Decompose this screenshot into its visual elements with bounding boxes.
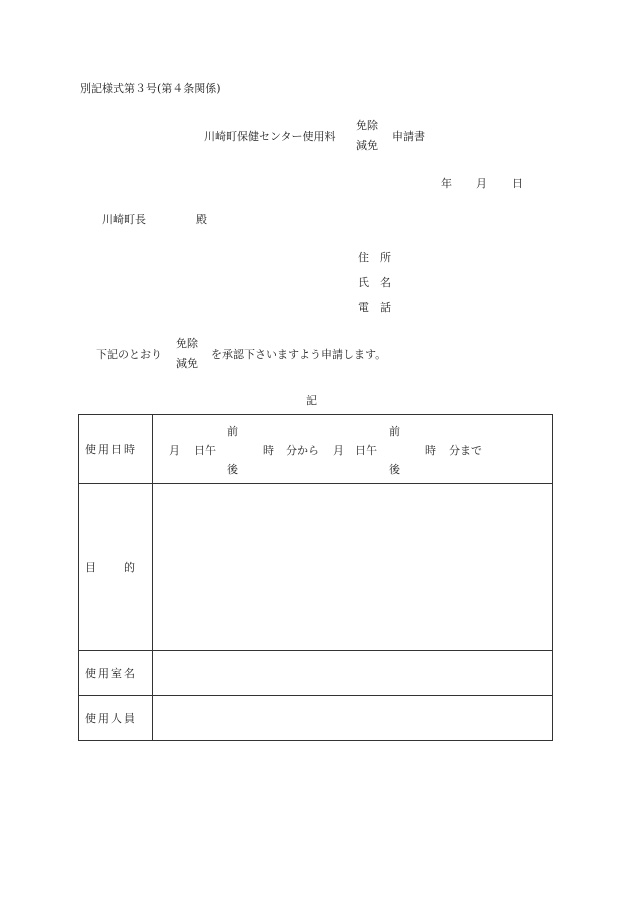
room-label: 使用室名 <box>79 651 153 696</box>
usage-datetime-label: 使用日時 <box>79 415 153 484</box>
purpose-label: 目 的 <box>79 484 153 651</box>
row-people <box>79 696 553 741</box>
end-hour: 時 <box>425 444 436 457</box>
ki-heading: 記 <box>306 394 317 407</box>
start-month: 月 <box>169 444 180 457</box>
start-pm: 後 <box>227 463 238 476</box>
row-purpose <box>79 484 553 651</box>
start-minute-from: 分から <box>286 444 319 457</box>
date-month: 月 <box>476 177 487 190</box>
title-prefix: 川崎町保健センター使用料 <box>204 130 336 143</box>
title-option-reduction: 減免 <box>356 139 378 152</box>
purpose-field[interactable] <box>153 484 553 651</box>
end-minute-to: 分まで <box>449 444 482 457</box>
people-label: 使用人員 <box>79 696 153 741</box>
end-day-am-pm: 日午 <box>355 444 377 457</box>
row-room <box>79 651 553 696</box>
applicant-name-label: 氏 名 <box>358 276 391 289</box>
usage-datetime-field[interactable] <box>153 415 553 484</box>
application-table <box>78 414 553 741</box>
date-year: 年 <box>441 177 452 190</box>
addressee-honorific: 殿 <box>196 213 207 226</box>
title-suffix: 申請書 <box>392 130 425 143</box>
people-field[interactable] <box>153 696 553 741</box>
body-suffix: を承認下さいますよう申請します。 <box>211 348 387 361</box>
body-option-exemption: 免除 <box>176 337 198 350</box>
title-option-exemption: 免除 <box>356 119 378 132</box>
body-options <box>176 334 198 374</box>
start-am: 前 <box>227 425 238 438</box>
form-number: 別記様式第３号(第４条関係) <box>80 82 221 95</box>
body-prefix: 下記のとおり <box>96 348 162 361</box>
row-usage-datetime <box>79 415 553 484</box>
start-hour: 時 <box>263 444 274 457</box>
applicant-address-label: 住 所 <box>358 251 391 264</box>
date-day: 日 <box>512 177 523 190</box>
end-month: 月 <box>333 444 344 457</box>
room-field[interactable] <box>153 651 553 696</box>
title-options <box>356 116 378 156</box>
addressee-name: 川崎町長 <box>102 213 146 226</box>
end-pm: 後 <box>389 463 400 476</box>
applicant-phone-label: 電 話 <box>358 301 391 314</box>
start-day-am-pm: 日午 <box>194 444 216 457</box>
body-option-reduction: 減免 <box>176 357 198 370</box>
end-am: 前 <box>389 425 400 438</box>
